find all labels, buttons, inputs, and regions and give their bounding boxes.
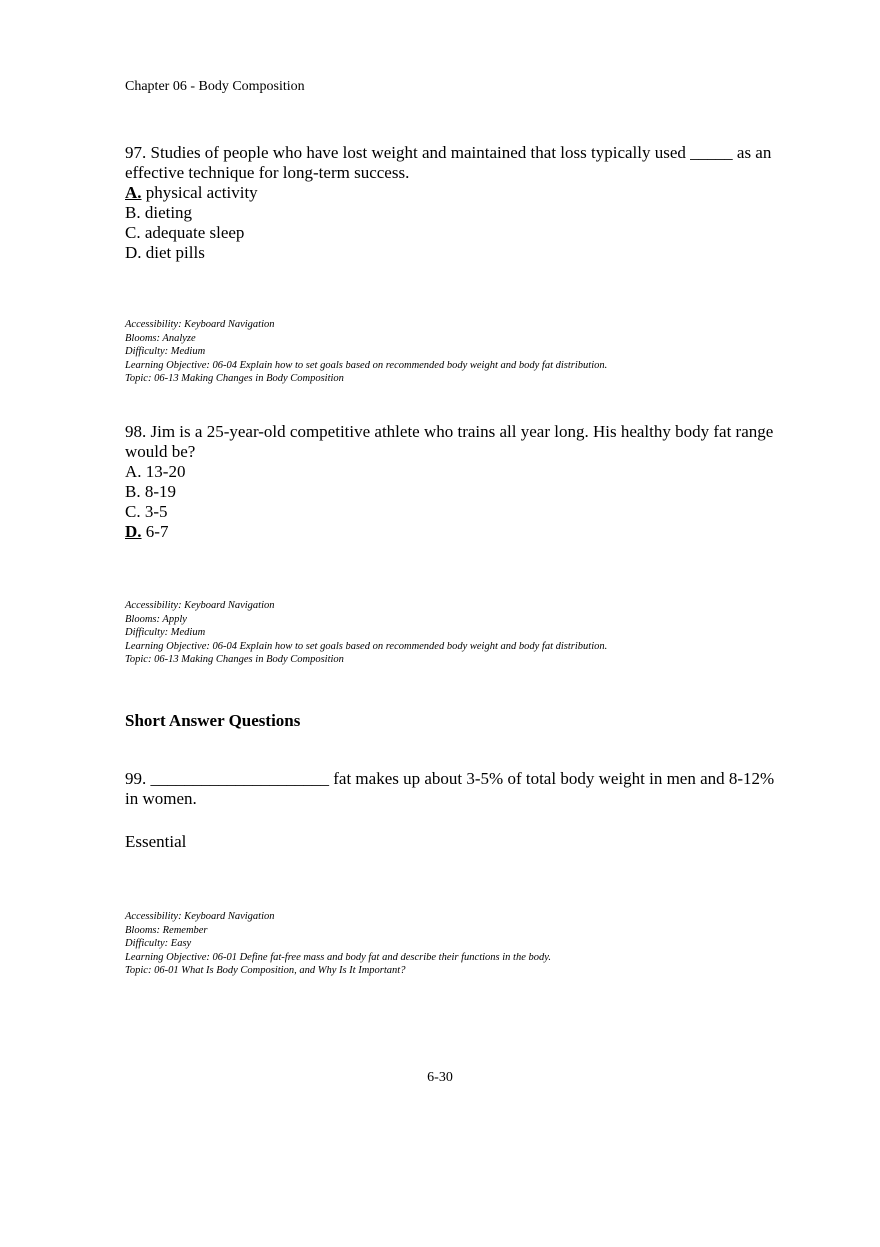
section-title: Short Answer Questions [125,711,301,730]
meta-accessibility: Accessibility: Keyboard Navigation [125,319,275,330]
option-letter: C. [125,223,141,242]
question-number: 99. [125,769,147,788]
question-stem [125,143,775,183]
answer-option-d [125,243,775,263]
meta-blooms: Blooms: Remember [125,924,208,936]
question-97-metadata [125,318,825,386]
option-text: physical activity [145,183,258,202]
meta-topic: Topic: 06-01 What Is Body Composition, and Why Is It Important? [125,965,406,976]
option-text: 3-5 [144,502,168,521]
meta-accessibility: Accessibility: Keyboard Navigation [125,600,275,611]
question-99-metadata [125,910,825,978]
question-stem [125,769,775,809]
answer-option-c [125,223,775,243]
question-stem [125,422,775,462]
option-text: 13-20 [145,462,186,481]
option-letter: D. [125,243,142,262]
option-letter: D. [125,522,142,541]
meta-learning-objective: Learning Objective: 06-04 Explain how to set goals based on recommended body weight and body fat distribution. [125,640,608,652]
option-text: 6-7 [145,522,169,541]
answer-option-b [125,203,775,223]
option-letter: B. [125,203,141,222]
question-text: Jim is a 25-year-old competitive athlete who trains all year long. His healthy body fat range would be? [125,422,774,461]
meta-learning-objective: Learning Objective: 06-01 Define fat-free mass and body fat and describe their functions in the body. [125,951,551,963]
question-99 [125,769,775,809]
meta-topic: Topic: 06-13 Making Changes in Body Composition [125,654,344,665]
short-answer-text: Essential [125,832,187,851]
question-97 [125,143,775,263]
question-98 [125,422,775,542]
meta-blooms: Blooms: Apply [125,613,187,625]
answer-option-b [125,482,775,502]
question-text: Studies of people who have lost weight and maintained that loss typically used _____ as an effective technique for long-term success. [125,143,772,182]
answer-option-a [125,183,775,203]
meta-blooms: Blooms: Analyze [125,332,196,344]
option-letter: A. [125,462,142,481]
meta-difficulty: Difficulty: Easy [125,938,192,949]
answer-option-c [125,502,775,522]
meta-difficulty: Difficulty: Medium [125,346,206,357]
page-header: Chapter 06 - Body Composition [125,79,305,94]
question-98-metadata [125,599,825,667]
option-text: adequate sleep [144,223,245,242]
question-text: _____________________ fat makes up about 3-5% of total body weight in men and 8-12% in women. [125,769,775,808]
option-letter: A. [125,183,142,202]
meta-accessibility: Accessibility: Keyboard Navigation [125,911,275,922]
answer-option-a [125,462,775,482]
option-text: diet pills [145,243,205,262]
option-text: 8-19 [144,482,177,501]
option-text: dieting [144,203,193,222]
question-number: 98. [125,422,147,441]
answer-option-d [125,522,775,542]
meta-topic: Topic: 06-13 Making Changes in Body Composition [125,373,344,384]
option-letter: C. [125,502,141,521]
meta-difficulty: Difficulty: Medium [125,627,206,638]
question-number: 97. [125,143,147,162]
option-letter: B. [125,482,141,501]
meta-learning-objective: Learning Objective: 06-04 Explain how to set goals based on recommended body weight and body fat distribution. [125,359,608,371]
page-number: 6-30 [427,1070,453,1085]
